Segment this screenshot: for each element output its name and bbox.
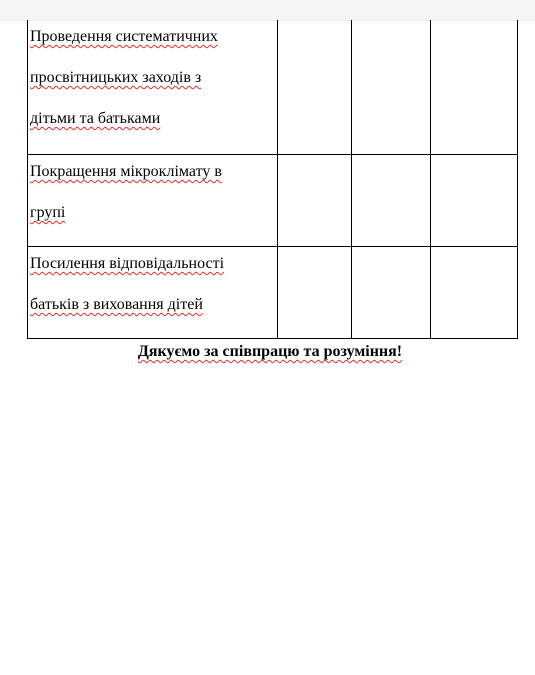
closing-message bbox=[0, 342, 535, 362]
row-label bbox=[28, 243, 277, 325]
rating-cell bbox=[431, 20, 518, 155]
row-label-cell bbox=[28, 155, 278, 247]
survey-table bbox=[27, 20, 518, 339]
rating-cell bbox=[277, 20, 352, 155]
row-label-line: Посилення відповідальності bbox=[30, 255, 225, 272]
row-label-line: Покращення мікроклімату в bbox=[30, 163, 222, 180]
row-label-cell bbox=[28, 20, 278, 155]
row-label bbox=[28, 151, 277, 233]
rating-cell bbox=[431, 247, 518, 339]
row-label-cell bbox=[28, 247, 278, 339]
table-row bbox=[28, 247, 518, 339]
rating-cell bbox=[352, 155, 431, 247]
rating-cell bbox=[277, 155, 352, 247]
rating-cell bbox=[277, 247, 352, 339]
table-row bbox=[28, 155, 518, 247]
row-label-line: групі bbox=[30, 204, 66, 221]
closing-message-text: Дякуємо за співпрацю та розуміння! bbox=[137, 343, 403, 360]
row-label-line: Проведення систематичних bbox=[30, 28, 218, 45]
rating-cell bbox=[352, 20, 431, 155]
rating-cell bbox=[352, 247, 431, 339]
row-label bbox=[28, 16, 277, 139]
row-label-line: просвітницьких заходів з bbox=[30, 69, 202, 86]
table-row bbox=[28, 20, 518, 155]
rating-cell bbox=[431, 155, 518, 247]
row-label-line: дітьми та батьками bbox=[30, 110, 161, 127]
row-label-line: батьків з виховання дітей bbox=[30, 296, 203, 313]
